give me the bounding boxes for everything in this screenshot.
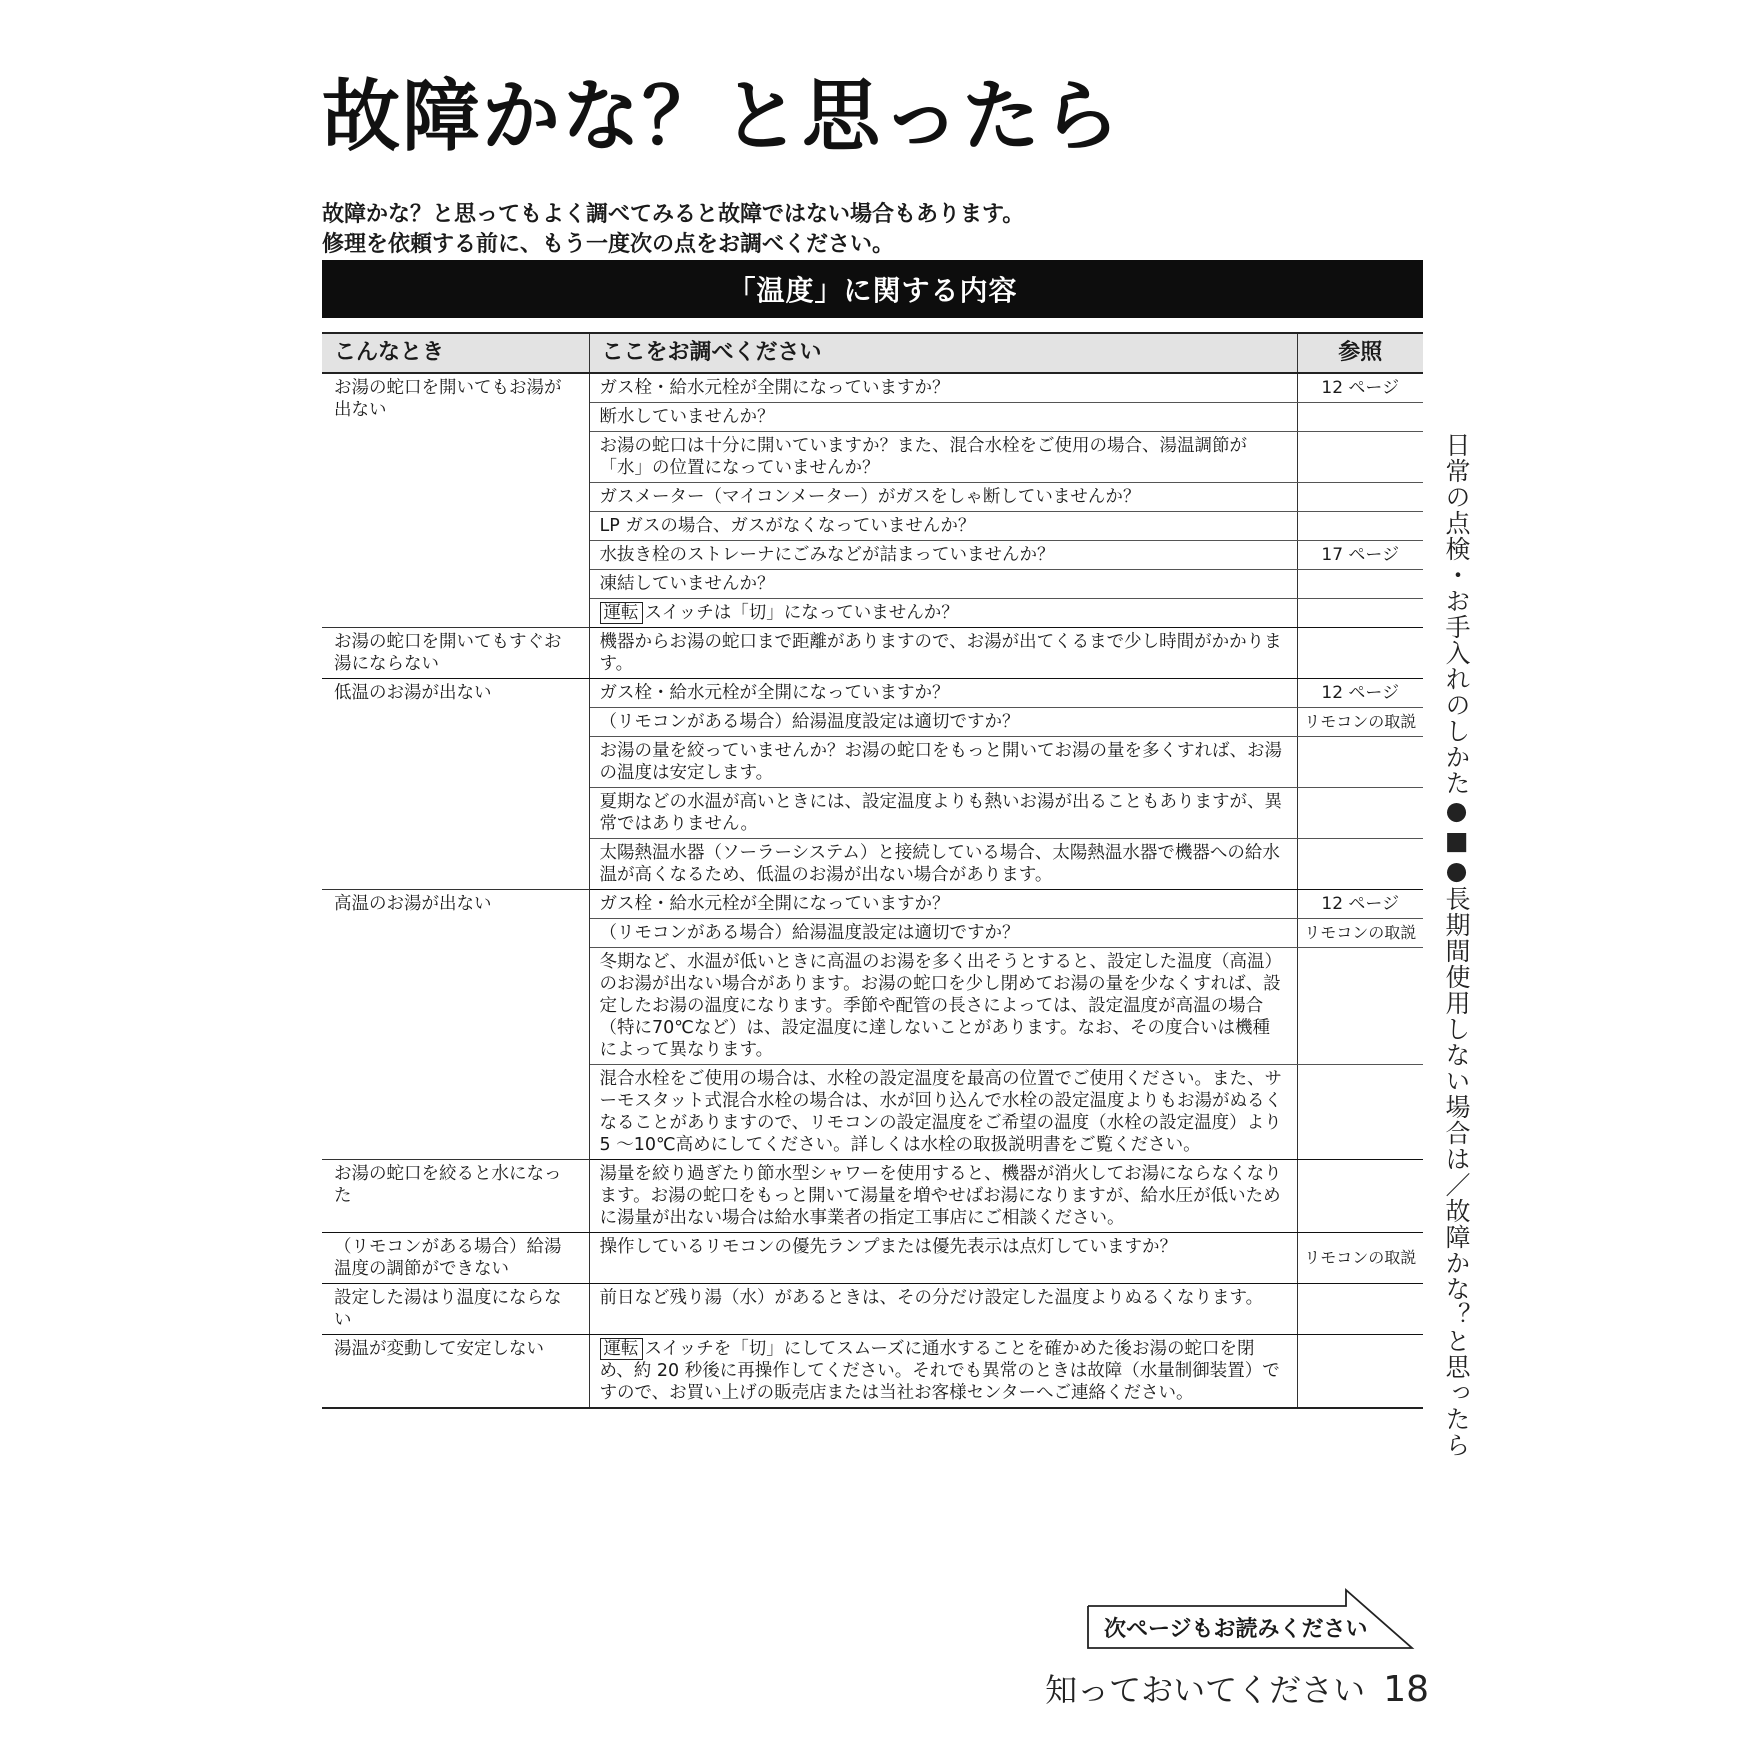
check-cell: （リモコンがある場合）給湯温度設定は適切ですか？	[589, 919, 1297, 948]
condition-cell: 高温のお湯が出ない	[322, 890, 589, 1160]
troubleshooting-table	[322, 332, 1423, 1409]
reference-cell	[1297, 403, 1423, 432]
check-text: スイッチを「切」にしてスムーズに通水することを確かめた後お湯の蛇口を閉め、約 20 秒後に再操作してください。それでも異常のときは故障（水量制御装置）ですので、お買い上げの販売店または当社お客様センターへご連絡ください。	[599, 1339, 1280, 1403]
condition-cell: お湯の蛇口を開いてもすぐお湯にならない	[322, 628, 589, 679]
intro-text	[322, 200, 1024, 260]
reference-cell: リモコンの取説	[1297, 708, 1423, 737]
condition-cell: 設定した湯はり温度にならない	[322, 1284, 589, 1335]
header-check: ここをお調べください	[589, 333, 1297, 373]
reference-cell	[1297, 570, 1423, 599]
check-cell: ガス栓・給水元栓が全開になっていますか？	[589, 373, 1297, 403]
reference-cell: 12 ページ	[1297, 373, 1423, 403]
reference-cell	[1297, 599, 1423, 628]
check-cell: お湯の蛇口は十分に開いていますか？また、混合水栓をご使用の場合、湯温調節が「水」の位置になっていませんか？	[589, 432, 1297, 483]
reference-cell	[1297, 1284, 1423, 1335]
check-cell	[589, 599, 1297, 628]
reference-cell: 12 ページ	[1297, 890, 1423, 919]
check-cell: 断水していませんか？	[589, 403, 1297, 432]
reference-cell	[1297, 432, 1423, 483]
operation-switch-label: 運転	[600, 1338, 643, 1360]
check-text: スイッチは「切」になっていませんか？	[644, 603, 959, 623]
reference-cell	[1297, 737, 1423, 788]
reference-cell	[1297, 1160, 1423, 1233]
next-page-callout	[1086, 1588, 1416, 1650]
check-cell: 凍結していませんか？	[589, 570, 1297, 599]
reference-cell	[1297, 839, 1423, 890]
reference-cell	[1297, 483, 1423, 512]
reference-cell: 12 ページ	[1297, 679, 1423, 708]
reference-cell	[1297, 512, 1423, 541]
check-cell: 太陽熱温水器（ソーラーシステム）と接続している場合、太陽熱温水器で機器への給水温が高くなるため、低温のお湯が出ない場合があります。	[589, 839, 1297, 890]
operation-switch-label: 運転	[600, 602, 643, 624]
intro-line-2: 修理を依頼する前に、もう一度次の点をお調べください。	[322, 232, 895, 257]
table-row	[322, 373, 1423, 403]
check-cell: 混合水栓をご使用の場合は、水栓の設定温度を最高の位置でご使用ください。また、サーモスタット式混合水栓の場合は、水が回り込んで水栓の設定温度よりもお湯がぬるくなることがありますので、リモコンの設定温度をご希望の温度（水栓の設定温度）より5 ～10℃高めにしてください。詳しくは水栓の取扱説明書をご覧ください。	[589, 1065, 1297, 1160]
header-condition: こんなとき	[322, 333, 589, 373]
table-row	[322, 1160, 1423, 1233]
reference-cell: リモコンの取説	[1297, 1233, 1423, 1284]
check-cell: ガスメーター（マイコンメーター）がガスをしゃ断していませんか？	[589, 483, 1297, 512]
section-header: 「温度」に関する内容	[322, 260, 1423, 318]
check-cell: お湯の量を絞っていませんか？お湯の蛇口をもっと開いてお湯の量を多くすれば、お湯の温度は安定します。	[589, 737, 1297, 788]
condition-cell: お湯の蛇口を絞ると水になった	[322, 1160, 589, 1233]
check-cell: 水抜き栓のストレーナにごみなどが詰まっていませんか？	[589, 541, 1297, 570]
check-cell: 前日など残り湯（水）があるときは、その分だけ設定した温度よりぬるくなります。	[589, 1284, 1297, 1335]
reference-cell	[1297, 1335, 1423, 1409]
check-cell	[589, 1335, 1297, 1409]
page-number: 18	[1383, 1669, 1429, 1710]
page-title: 故障かな？と思ったら	[322, 72, 1123, 162]
check-cell: 機器からお湯の蛇口まで距離がありますので、お湯が出てくるまで少し時間がかかります。	[589, 628, 1297, 679]
check-cell: 夏期などの水温が高いときには、設定温度よりも熱いお湯が出ることもありますが、異常ではありません。	[589, 788, 1297, 839]
check-cell: 冬期など、水温が低いときに高温のお湯を多く出そうとすると、設定した温度（高温）のお湯が出ない場合があります。お湯の蛇口を少し閉めてお湯の量を少なくすれば、設定したお湯の温度になります。季節や配管の長さによっては、設定温度が高温の場合（特に70℃など）は、設定温度に達しないことがあります。なお、その度合いは機種によって異なります。	[589, 948, 1297, 1065]
table-row	[322, 1284, 1423, 1335]
footer-section-name: 知っておいてください	[1045, 1671, 1366, 1709]
table-row	[322, 1233, 1423, 1284]
reference-cell: 17 ページ	[1297, 541, 1423, 570]
condition-cell: お湯の蛇口を開いてもお湯が出ない	[322, 373, 589, 628]
table-header-row	[322, 333, 1423, 373]
table-row	[322, 890, 1423, 919]
header-reference: 参照	[1297, 333, 1423, 373]
check-cell: 操作しているリモコンの優先ランプまたは優先表示は点灯していますか？	[589, 1233, 1297, 1284]
check-cell: （リモコンがある場合）給湯温度設定は適切ですか？	[589, 708, 1297, 737]
condition-cell: 低温のお湯が出ない	[322, 679, 589, 890]
check-cell: 湯量を絞り過ぎたり節水型シャワーを使用すると、機器が消火してお湯にならなくなります。お湯の蛇口をもっと開いて湯量を増やせばお湯になりますが、給水圧が低いために湯量が出ない場合は給水事業者の指定工事店にご相談ください。	[589, 1160, 1297, 1233]
reference-cell	[1297, 1065, 1423, 1160]
reference-cell	[1297, 628, 1423, 679]
check-cell: ガス栓・給水元栓が全開になっていますか？	[589, 679, 1297, 708]
check-cell: ガス栓・給水元栓が全開になっていますか？	[589, 890, 1297, 919]
reference-cell	[1297, 788, 1423, 839]
page-footer	[1045, 1665, 1429, 1711]
intro-line-1: 故障かな？と思ってもよく調べてみると故障ではない場合もあります。	[322, 202, 1025, 227]
condition-cell: 湯温が変動して安定しない	[322, 1335, 589, 1409]
condition-cell: （リモコンがある場合）給湯温度の調節ができない	[322, 1233, 589, 1284]
next-page-label: 次ページもお読みください	[1104, 1617, 1368, 1642]
side-section-index: 日常の点検・お手入れのしかた●■●長期間使用しない場合は／故障かな？と思ったら	[1442, 432, 1471, 1458]
check-cell: LP ガスの場合、ガスがなくなっていませんか？	[589, 512, 1297, 541]
table-row	[322, 679, 1423, 708]
table-row	[322, 628, 1423, 679]
reference-cell	[1297, 948, 1423, 1065]
table-row	[322, 1335, 1423, 1409]
reference-cell: リモコンの取説	[1297, 919, 1423, 948]
